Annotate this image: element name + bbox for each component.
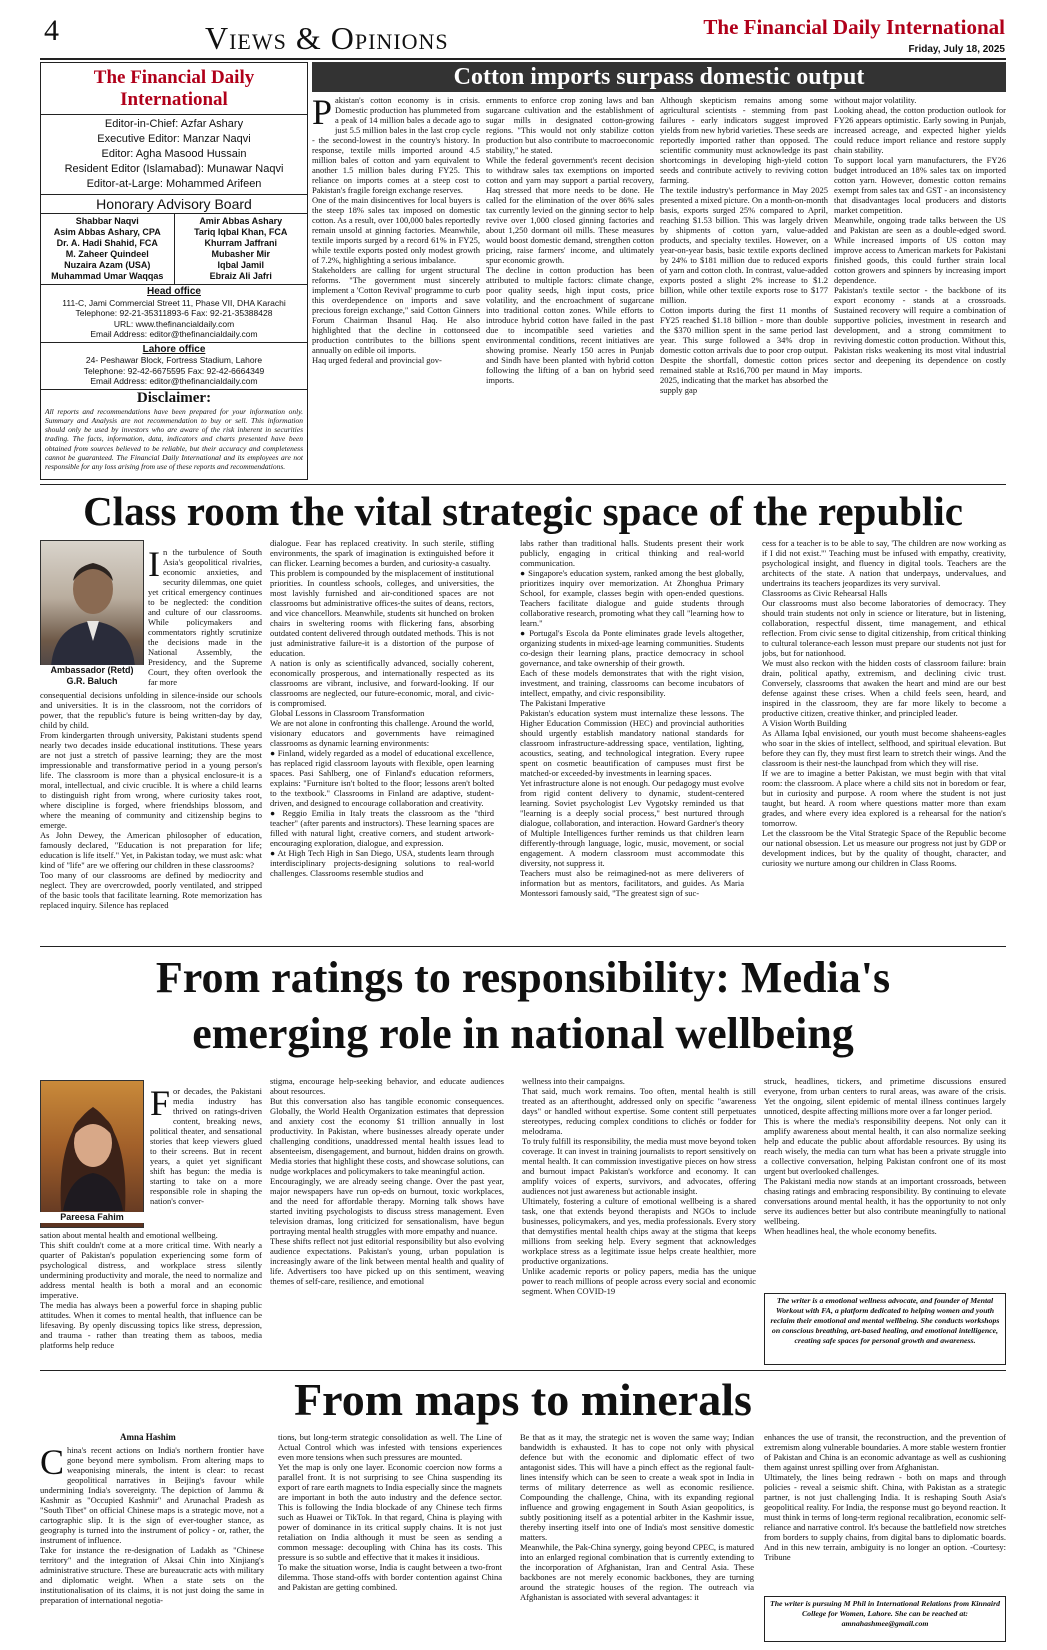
author-note: The writer is pursuing M Phil in International Relations from Kinnaird College for Women, Lahore. She can be reached at: amnahashmee@gmail.com	[764, 1596, 1006, 1642]
masthead-title: The Financial Daily International	[41, 63, 307, 115]
editor-line: Editor-in-Chief: Azfar Ashary	[104, 118, 244, 130]
article2-column-1-wrap	[148, 547, 262, 687]
article3-column-1-wrap	[150, 1086, 262, 1228]
author-caption: Pareesa Fahim	[40, 1212, 144, 1223]
article1-column-1	[312, 95, 480, 481]
author-photo	[40, 1080, 144, 1228]
article4-column-1	[40, 1445, 264, 1643]
article3-text-1: or decades, the Pakistani media industry has thrived on ratings-driven content, breaking news, political theater, and sensational stories that keep viewers glued to their screens. But in recent years, a quiet yet significant shift has begun: the media is starting to take on a more responsible role in shaping the nation's conver-	[150, 1086, 262, 1206]
article4-column-4: enhances the use of transit, the reconstruction, and the prevention of extremism along vulnerable boundaries. A more stable western frontier of Pakistan and China is an economic advantage as well as cushioning them against unrest spilling over from Afghanistan. Ultimately, the lines being redrawn - both on maps and through policies - reveal a seismic shift. China, with Pakistan as a strategic partner, is not just challenging India. It is reshaping South Asia's geopolitical reality. For India, the response must go beyond reaction. It must think in terms of long-term regional recalibration, economic self-reliance and narrative control. It's because the battlefield now stretches from borders to supply chains, from digital bans to diplomatic boards. And in this new terrain, ambiguity is no longer an option. -Courtesy: Tribune	[764, 1432, 1006, 1562]
disclaimer-title: Disclaimer:	[136, 389, 212, 406]
dropcap: I	[148, 547, 160, 584]
masthead-box	[40, 62, 308, 480]
article1-headline: Cotton imports surpass domestic output	[312, 62, 1006, 92]
article3-headline-line-2: emerging role in national wellbeing	[192, 1009, 854, 1058]
article1-column-4: without major volatility. Looking ahead, the cotton production outlook for FY26 appears optimistic. Early sowing in Punjab, increased acreage, and expected higher yields could reduce import reliance and restore supply chain stability. To support local yarn manufacturers, the FY26 budget introduced an 18% sales tax on imported cotton yarn. However, domestic cotton remains exempt from sales tax and GST - an inconsistency that disadvantages local producers and distorts market competition. Meanwhile, ongoing trade talks between the US and Pakistan are seen as a double-edged sword. While increased imports of US cotton may improve access to American markets for Pakistani finished goods, this could further strain local cotton growers and spinners by increasing import dependence. Pakistan's textile sector - the backbone of its export economy - stands at a crossroads. Sustained recovery will require a combination of supportive policies, investment in research and development, and a strong commitment to reviving domestic cotton production. Without this, Pakistan risks weakening its most vital industrial sector and deepening its dependence on costly imports.	[834, 95, 1006, 375]
article2-column-4: cess for a teacher is to be able to say, 'The children are now working as if I did not exist.'" Teaching must be infused with empathy, creativity, psychological insight, and fluency in digital tools. Teachers are the architects of the state. A nation that underpays, undervalues, and undertrains its teachers jeopardizes its very survival. Classrooms as Civic Rehearsal Halls Our classrooms must also become laboratories of democracy. They should train students not only in science or literature, but in listening, collaboration, respectful dissent, time management, and ethical reflection. From civic sense to digital citizenship, from critical thinking to cultural tolerance-each lesson must prepare our students not just for jobs, but for nationhood. We must also reckon with the hidden costs of classroom failure: brain drain, political apathy, extremism, and declining civic trust. Conversely, classrooms that awaken the heart and mind are our best defense against these crises. When a child feels seen, heard, and inspired in the classroom, they are far more likely to become a productive citizen, creative thinker, and principled leader. A Vision Worth Building As Allama Iqbal envisioned, our youth must become shaheens-eagles who soar in the skies of intellect, selfhood, and spiritual elevation. But before they can fly, they must first learn to stretch their wings. And the classroom is their nest-the launchpad from which they will rise. If we are to imagine a better Pakistan, we must begin with that vital room: the classroom. A place where a child sits not in boredom or fear, but in curiosity and purpose. A room where the student is not just taught, but heard. A room where questions matter more than exam grades, and where every idea explored is a rehearsal for the nation's tomorrow. Let the classroom be the Vital Strategic Space of the Republic become our national obsession. Let us measure our progress not just by GDP or development indices, but by the quality of thought, character, and curiosity we nurture among our children in Class Rooms.	[762, 538, 1006, 868]
article3-column-2: stigma, encourage help-seeking behavior, and educate audiences about resources. But this conversation also has tangible economic consequences. Globally, the World Health Organization estimates that depression and anxiety cost the economy $1 trillion annually in lost productivity. In Pakistan, where businesses already operate under challenging conditions, unaddressed mental health issues lead to absenteeism, disengagement, and burnout, hidden drains on growth. Media stories that highlight these costs, and showcase solutions, can nudge workplaces and policymakers to take meaningful action. Encouragingly, we are already seeing change. Over the past year, major newspapers have run op-eds on burnout, toxic workplaces, and the need for affordable therapy. Morning talk shows have started inviting psychologists to discuss stress management. Even television dramas, long criticized for sensationalism, have begun portraying mental health struggles with more empathy and nuance. These shifts reflect not just editorial responsibility but also evolving audience expectations. Pakistan's young, urban population is increasingly aware of the link between mental health and quality of life. Advertisers too have picked up on this sentiment, weaving themes of self-care, resilience, and emotional	[270, 1076, 504, 1286]
editor-line: Resident Editor (Islamabad): Munawar Naqvi	[64, 163, 284, 175]
article4-byline: Amna Hashim	[120, 1432, 176, 1442]
author-caption: Ambassador (Retd) G.R. Baluch	[40, 665, 144, 687]
article4-headline: From maps to minerals	[294, 1374, 752, 1425]
dropcap: F	[150, 1086, 171, 1123]
lahore-office	[41, 343, 307, 390]
advisory-board	[41, 214, 307, 285]
editor-line: Editor-at-Large: Mohammed Arifeen	[86, 178, 262, 190]
author-note: The writer is a emotional wellness advocate, and founder of Mental Workout with FA, a platform dedicated to helping women and youth reclaim their emotional and mental wellbeing. She conducts workshops on conscious breathing, art-based healing, and emotional intelligence, creating safe spaces for personal growth and awareness.	[764, 1293, 1006, 1365]
head-office-address: 111-C, Jami Commercial Street 11, Phase VII, DHA Karachi Telephone: 92-21-35311893-6 Fax: 92-21-35388428 URL: www.thefinancialdaily.com Email Address: editor@thefinancialdaily.com	[62, 297, 286, 339]
lahore-office-address: 24- Peshawar Block, Fortress Stadium, Lahore Telephone: 92-42-6675595 Fax: 92-42-6664349 Email Address: editor@thefinancialdaily.com	[83, 355, 265, 386]
article3-column-1: sation about mental health and emotional wellbeing. This shift couldn't come at a more critical time. With nearly a quarter of Pakistan's population experiencing some form of psychological distress, and workplace stress silently undermining productivity and morale, the need to normalize and address mental health is both a moral and an economic imperative. The media has always been a powerful force in shaping public attitudes. When it comes to mental health, that influence can be lifesaving. By openly discussing topics like stress, depression, and trauma - rather than treating them as taboos, media platforms help reduce	[40, 1230, 262, 1350]
editor-line: Editor: Agha Masood Hussain	[101, 148, 247, 160]
advisory-board-left: Shabbar Naqvi Asim Abbas Ashary, CPA Dr. A. Hadi Shahid, FCA M. Zaheer Quindeel Nuzaira Azam (USA) Muhammad Umar Waqqas	[41, 214, 175, 284]
article4-text-1: hina's recent actions on India's northern frontier have gone beyond mere symbolism. From altering maps to weaponising minerals, the intent is clear: to recast geopolitical narratives in Beijing's favour while undermining India's sovereignty. The depiction of Jammu & Kashmir as "Occupied Kashmir" and Arunachal Pradesh as "South Tibet" on official Chinese maps is a strategic move, not a cartographic slip. It is the sign of ever-tougher stance, as geography is turned into the instrument of policy - or, rather, the instrument of influence. Take for instance the re-designation of Ladakh as "Chinese territory" and the integration of Aksai Chin into Xinjiang's administrative structure. These are bureaucratic acts with military and diplomatic weight. When a state sets on the institutionalisation of its claims, it is not just doing the same in preparation of international negotia-	[40, 1445, 264, 1605]
section-rule	[40, 1370, 1006, 1371]
article1-text-1: akistan's cotton economy is in crisis. Domestic production has plummeted from a peak of 14 million bales a decade ago to just 5.5 million bales in the last crop cycle - the second-lowest in the country's history. In response, textile mills imported around 4.5 million bales of cotton and yarn equivalent to another 1.5 million bales during FY25. This reliance on imports comes at a steep cost to Pakistan's fragile foreign exchange reserves. One of the main disincentives for local buyers is the steep 18% sales tax imposed on domestic cotton. As a result, over 100,000 bales reportedly remain unsold at ginning factories. Meanwhile, textile imports surged by a record 61% in FY25, while textile exports posted only modest growth of 7.2%, highlighting a serious imbalance. Stakeholders are calling for urgent structural reforms. "The government must sincerely implement a 'Cotton Revival' programme to curb this overdependence on imports and save precious foreign exchange," said Cotton Ginners Forum Chairman Ihsanul Haq. He also highlighted that the decline in cottonseed production contributes to the billions spent annually on edible oil imports. Haq urged federal and provincial gov-	[312, 95, 480, 365]
issue-date: Friday, July 18, 2025	[908, 44, 1005, 55]
portrait-illustration	[41, 541, 144, 666]
editor-list	[41, 115, 307, 194]
article2-text-1: n the turbulence of South Asia's geopolitical rivalries, economic anxieties, and security dilemmas, one quiet yet critical emergency continues to be neglected: the condition and culture of our classrooms. While policymakers and commentators rightly scrutinize the decisions made in the National Assembly, the Presidency, and the Supreme Court, they often overlook the far more	[148, 547, 262, 687]
article2-column-1: consequential decisions unfolding in silence-inside our schools and universities. It is in the classroom, not the corridors of power, that the republic's future is being written-day by day, child by child. From kindergarten through university, Pakistani students spend nearly two decades inside educational institutions. These years are not just a stretch of passive learning; they are the most impressionable and transformative period in a young person's life. The classroom is more than a physical enclosure-it is a moral, intellectual, and civic crucible. It is where a child learns to distinguish right from wrong, where curiosity takes root, where discipline is forged, where friendships blossom, and where the meaning of community and citizenship begins to emerge. As John Dewey, the American philosopher of education, famously declared, "Education is not preparation for life; education is life itself." Yet, in Pakistan today, we must ask: what kind of "life" are we offering our children in these classrooms? Too many of our classrooms are defined by mediocrity and neglect. They are overcrowded, poorly ventilated, and stripped of the basic tools that facilitate learning. Rote memorization has replaced inquiry. Silence has replaced	[40, 690, 262, 910]
article4-column-3: Be that as it may, the strategic net is woven the same way; Indian bandwidth is exhausted. It has to cope not only with physical defence but with the economic and diplomatic effect of two antagonist sides. This will have a pinch effect as the regional fault-lines intensify which can be seen to create a weak spot in India in terms of military deterrence as well as economic resilience. Compounding the challenge, China, with its expanding regional influence and growing engagement in South Asian geopolitics, is subtly positioning itself as a potential arbiter in the Kashmir issue, thereby inserting itself into one of India's most sensitive domestic matters. Meanwhile, the Pak-China synergy, going beyond CPEC, is matured into an enlarged regional combination that is currently extending to the incorporation of Afghanistan, Iran and Central Asia. These backbones are not merely economic backbones, they are turning around the strategic houses of the region. The outreach via Afghanistan is associated with several advantages: it	[520, 1432, 754, 1602]
dropcap: C	[40, 1445, 65, 1482]
editor-line: Executive Editor: Manzar Naqvi	[97, 133, 251, 145]
author-photo	[40, 540, 144, 685]
section-rule	[40, 946, 1006, 947]
section-rule	[40, 484, 1006, 485]
article2-column-3: labs rather than traditional halls. Students present their work publicly, engaging in critical thinking and real-world communication. ● Singapore's education system, ranked among the best globally, prioritizes inquiry over memorization. At Zhonghua Primary School, for example, classes begin with open-ended questions. Teachers facilitate dialogue and guide students through collaborative research, promoting what they call "learning how to learn." ● Portugal's Escola da Ponte eliminates grade levels altogether, organizing students in mixed-age learning communities. Students co-design their learning plans, practice democracy in school governance, and take ownership of their growth. Each of these models demonstrates that with the right vision, investment, and training, classrooms can become incubators of intellect, empathy, and civic responsibility. The Pakistani Imperative Pakistan's education system must internalize these lessons. The Higher Education Commission (HEC) and provincial authorities should urgently establish mandatory national standards for classroom infrastructure-addressing space, ventilation, lighting, acoustics, seating, and technological integration. Every rupee spent on cosmetic beautification of campuses must first be matched-or exceeded-by investments in learning spaces. Yet infrastructure alone is not enough. Our pedagogy must evolve from rigid content delivery to dynamic, student-centered learning. Soviet psychologist Lev Vygotsky reminded us that "learning is a deeply social process," best nurtured through dialogue, collaboration, and interaction. Howard Gardner's theory of Multiple Intelligences further reminds us that children learn differently-through language, logic, music, movement, or social engagement. A modern classroom must accommodate this diversity, not suppress it. Teachers must also be reimagined-not as mere deliverers of information but as mentors, facilitators, and guides. As Maria Montessori famously said, "The greatest sign of suc-	[520, 538, 744, 898]
header-rule	[40, 58, 1006, 60]
section-title: Views & Opinions	[205, 20, 449, 56]
advisory-board-title: Honorary Advisory Board	[41, 194, 307, 214]
head-office	[41, 285, 307, 343]
article3-column-4: struck, headlines, tickers, and primetime discussions ensured everyone, from urban centers to rural areas, was aware of the crisis. Yet the ongoing, silent epidemic of mental illness continues largely unnoticed, despite affecting millions more over a far longer period. This is where the media's responsibility deepens. Not only can it amplify awareness about mental health, it can also normalize seeking help and educate the public about affordable resources. By using its reach wisely, the media can turn what has been a private struggle into a collective conversation, helping Pakistan confront one of its most urgent but overlooked challenges. The Pakistani media now stands at an important crossroads, between chasing ratings and embracing responsibility. By continuing to elevate conversations around mental health, it has the opportunity to not only serve its audiences better but also contribute meaningfully to national wellbeing. When headlines heal, the whole economy benefits.	[764, 1076, 1006, 1236]
article1-column-3: Although skepticism remains among some agricultural scientists - stemming from past failures - early indicators suggest improved yields from new hybrid varieties. These seeds are reportedly imported rather than opposed. The scientific community must acknowledge its past shortcomings in developing high-yield cotton seeds and contribute actively to reviving cotton farming. The textile industry's performance in May 2025 presented a mixed picture. On a month-on-month basis, exports surged 25% compared to April, reaching $1.53 billion. This was largely driven by shipments of cotton yarn, value-added products, and specialty textiles. However, on a year-on-year basis, basic textile exports declined by 24% to $181 million due to reduced exports of yarn and cotton cloth. In contrast, value-added exports posted a slight 2% increase to $1.2 billion, while other textile exports rose to $177 million. Cotton imports during the first 11 months of FY25 reached $1.18 billion - more than double the $370 million spent in the same period last year. This surge followed a 34% drop in domestic cotton arrivals due to poor crop output. Despite the shortfall, domestic cotton prices remained stable at Rs16,700 per maund in May 2025, indicating that the market has absorbed the supply gap	[660, 95, 828, 395]
portrait-illustration	[41, 1081, 144, 1211]
article1-column-2: ernments to enforce crop zoning laws and ban sugarcane cultivation and the establishment of sugar mills in designated cotton-growing regions. "This would not only stabilize cotton production but also contribute to macroeconomic stability," he stated. While the federal government's recent decision to withdraw sales tax exemptions on imported cotton and yarn may support a partial recovery, Haq stressed that more needs to be done. He called for the elimination of the over 86% sales tax currently levied on the ginning sector to help revive over 1,000 closed ginning factories and about 1,250 dormant oil mills. These measures would boost domestic demand, strengthen cotton pricing, raise farmers' income, and ultimately spur economic growth. The decline in cotton production has been attributed to multiple factors: climate change, poor quality seeds, high input costs, price volatility, and the encroachment of sugarcane into traditional cotton zones. While efforts to introduce hybrid cotton have failed in the past due to incompatible seed varieties and environmental conditions, recent initiatives are showing promise. Nearly 150 acres in Punjab and Sindh have been planted with hybrid cotton following the lifting of a ban on hybrid seed imports.	[486, 95, 654, 385]
paper-name: The Financial Daily International	[703, 15, 1005, 39]
head-office-label: Head office	[147, 286, 201, 297]
article2-headline: Class room the vital strategic space of the republic	[83, 488, 963, 534]
article4-column-2: tions, but long-term strategic consolidation as well. The Line of Actual Control which was infested with tensions experiences even more tensions when such pressures are mounted. Yet the map is only one layer. Economic coercion now forms a parallel front. It is not surprising to see China suspending its export of rare earth magnets to India especially since the magnets are important in both the auto industry and the defence sector. This is following the India blockade of any Chinese tech firms such as Huawei or TikTok. In that regard, China is playing with power of dominance in its critical supply chains. It is not just retaliation on India although it must be seen as sending a common message: decoupling with China has its costs. This pressure is so subtle and effective that it makes it insidious. To make the situation worse, India is caught between a two-front dilemma. Those stand-offs with border contention against China and Pakistan are getting combined.	[278, 1432, 502, 1592]
disclaimer-text: All reports and recommendations have been prepared for your information only. Summary and Analysis are not recommendation to buy or sell. This information should only be used by investors who are aware of the risk inherent in securities trading. The facts, information, data, indicators and charts presented have been obtained from sources believed to be reliable, but their accuracy and completeness cannot be guaranteed. The Financial Daily International and its employees are not responsible for any loss arising from use of these reports and recommendations.	[45, 406, 303, 472]
page-number: 4	[44, 14, 59, 47]
article3-headline	[40, 950, 1006, 1062]
advisory-board-right: Amir Abbas Ashary Tariq Iqbal Khan, FCA Khurram Jaffrani Mubasher Mir Iqbal Jamil Ebraiz Ali Jafri	[194, 216, 288, 281]
article3-headline-line-1: From ratings to responsibility: Media's	[155, 953, 891, 1002]
lahore-office-label: Lahore office	[142, 343, 206, 355]
article2-column-2: dialogue. Fear has replaced creativity. In such sterile, stifling environments, the spark of imagination is extinguished before it can flicker. Learning becomes a burden, and curiosity-a casualty. This problem is compounded by the misplacement of institutional priorities. In countless schools, colleges, and universities, the most lavishly furnished and air-conditioned spaces are not classrooms but administrative offices-the suites of deans, rectors, and vice chancellors. Meanwhile, students sit hunched on broken chairs in sweltering rooms with flickering fans, absorbing outdated content delivered through outdated methods. This is not just administrative failure-it is a distortion of the purpose of education. A nation is only as scientifically advanced, socially coherent, economically prosperous, and internationally respected as its classrooms are vibrant, inclusive, and forward-looking. If our classrooms are neglected, our future-economic, moral, and civic-is compromised. Global Lessons in Classroom Transformation We are not alone in confronting this challenge. Around the world, visionary educators and governments have reimagined classrooms as dynamic learning environments: ● Finland, widely regarded as a model of educational excellence, has replaced rigid classroom layouts with flexible, open learning spaces. Pasi Sahlberg, one of Finland's education reformers, explains: "Furniture isn't bolted to the floor; lessons aren't bolted to the textbook." Classrooms in Finland are adaptive, student-driven, and designed to encourage collaboration and creativity. ● Reggio Emilia in Italy treats the classroom as the "third teacher" (after parents and instructors). These learning spaces are filled with natural light, creative corners, and student artwork-encouraging exploration, dialogue, and expression. ● At High Tech High in San Diego, USA, students learn through interdisciplinary projects-designing solutions to real-world challenges. Classrooms resemble studios and	[270, 538, 494, 878]
article3-column-3: wellness into their campaigns. That said, much work remains. Too often, mental health is still treated as an afterthought, addressed only on specific "awareness days" or handled without expertise. Some content still perpetuates stereotypes, reducing complex conditions to clichés or fodder for melodrama. To truly fulfill its responsibility, the media must move beyond token coverage. It can invest in training journalists to report sensitively on mental health. It can commission investigative pieces on how stress and burnout impact Pakistan's workforce and economy. It can amplify voices of experts, survivors, and advocates, offering audiences not just awareness but actionable insight. Ultimately, fostering a culture of emotional wellbeing is a shared task, one that extends beyond therapists and NGOs to include businesses, policymakers, and yes, media professionals. Every story that demystifies mental health chips away at the stigma that keeps millions from seeking help. Every segment that acknowledges workplace stress as a legitimate issue helps create healthier, more productive organizations. Unlike academic reports or policy papers, media has the unique power to reach millions of people across every social and economic segment. When COVID-19	[522, 1076, 756, 1296]
dropcap: P	[312, 95, 333, 132]
